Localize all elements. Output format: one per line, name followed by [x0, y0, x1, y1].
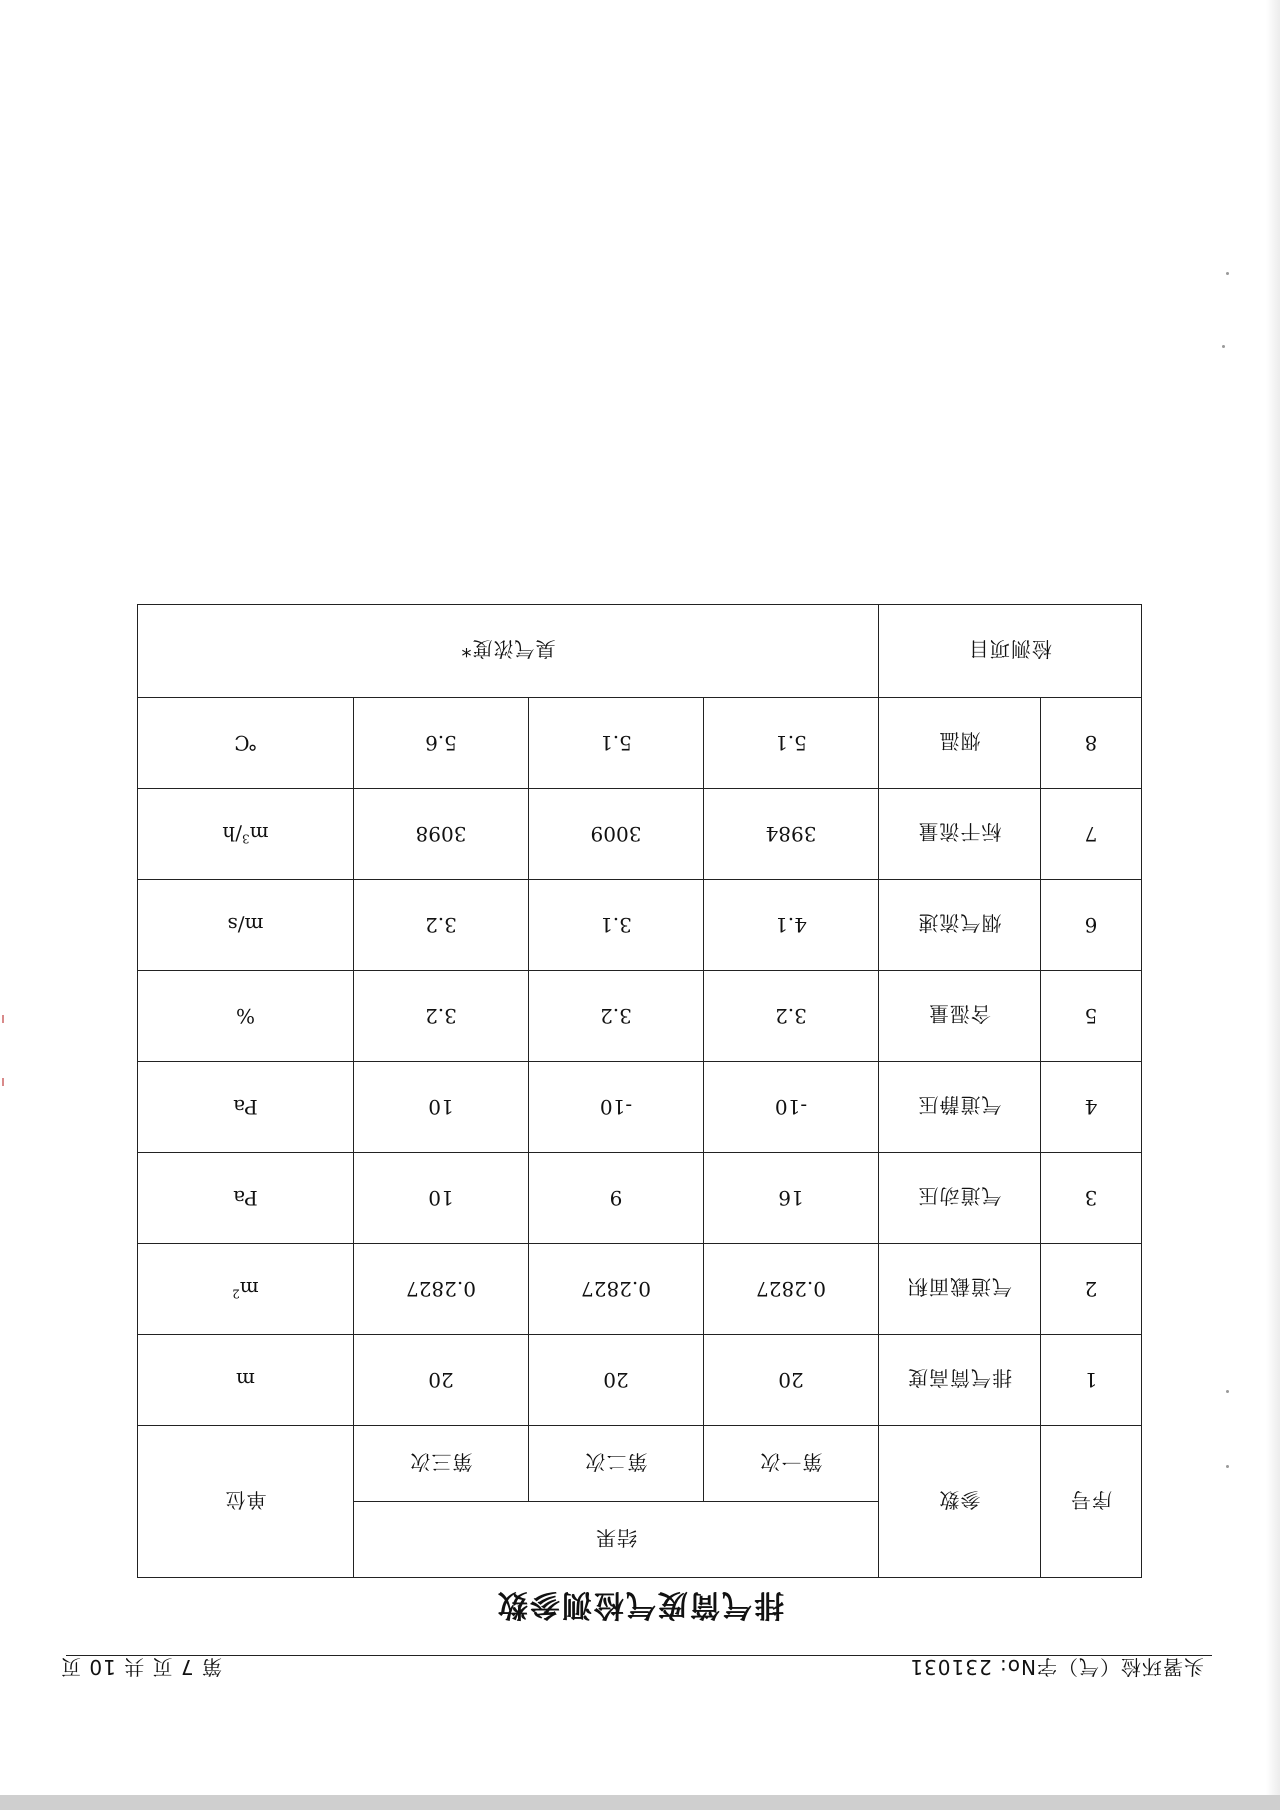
- row-number: 4: [1041, 1062, 1142, 1153]
- unit-superscript: 3: [242, 831, 250, 846]
- table-row: [137, 698, 1141, 789]
- table-footer-row: [137, 605, 1141, 698]
- row-result-3: 5.6: [353, 698, 528, 789]
- row-result-2: 9: [529, 1153, 704, 1244]
- row-param: 排气筒高度: [879, 1335, 1041, 1426]
- footer-label: 检测项目: [879, 605, 1142, 698]
- row-result-1: 16: [704, 1153, 879, 1244]
- row-result-3: 3.2: [353, 971, 528, 1062]
- row-result-1: 0.2827: [704, 1244, 879, 1335]
- row-param: 烟温: [879, 698, 1041, 789]
- row-number: 7: [1041, 789, 1142, 880]
- header-first: 第一次: [704, 1426, 879, 1502]
- row-unit: Pa: [137, 1153, 353, 1244]
- row-unit: m: [137, 1335, 353, 1426]
- row-param: 烟气流速: [879, 880, 1041, 971]
- row-number: 3: [1041, 1153, 1142, 1244]
- table-row: [137, 1335, 1141, 1426]
- row-result-2: -10: [529, 1062, 704, 1153]
- row-param: 气道截面积: [879, 1244, 1041, 1335]
- row-result-3: 3098: [353, 789, 528, 880]
- row-result-1: -10: [704, 1062, 879, 1153]
- table-row: [137, 971, 1141, 1062]
- header-third: 第三次: [353, 1426, 528, 1502]
- row-param: 气道动压: [879, 1153, 1041, 1244]
- row-result-2: 20: [529, 1335, 704, 1426]
- row-unit: %: [137, 971, 353, 1062]
- row-number: 1: [1041, 1335, 1142, 1426]
- row-result-3: 3.2: [353, 880, 528, 971]
- row-result-2: 3.2: [529, 971, 704, 1062]
- row-unit: Pa: [137, 1062, 353, 1153]
- table-row: [137, 880, 1141, 971]
- table-header-row: [137, 1502, 1141, 1578]
- row-result-3: 10: [353, 1153, 528, 1244]
- row-number: 6: [1041, 880, 1142, 971]
- unit-superscript: 2: [232, 1286, 240, 1301]
- footer-value: 臭气浓度*: [137, 605, 878, 698]
- row-unit: m/s: [137, 880, 353, 971]
- table-row: [137, 1062, 1141, 1153]
- header-seq: 序号: [1041, 1426, 1142, 1578]
- header-second: 第二次: [529, 1426, 704, 1502]
- row-result-3: 0.2827: [353, 1244, 528, 1335]
- row-param: 含湿量: [879, 971, 1041, 1062]
- table-row: [137, 1153, 1141, 1244]
- row-unit: [137, 789, 353, 880]
- document-title: 排气筒废气检测参数: [496, 1587, 784, 1622]
- header-rule: [66, 1655, 1212, 1656]
- row-result-2: 5.1: [529, 698, 704, 789]
- table-row: [137, 1244, 1141, 1335]
- unit-base: m: [249, 822, 269, 846]
- header-param: 参数: [879, 1426, 1041, 1578]
- unit-base: m: [239, 1277, 259, 1301]
- row-unit: [137, 1244, 353, 1335]
- row-result-2: 3009: [529, 789, 704, 880]
- row-result-1: 3984: [704, 789, 879, 880]
- row-result-3: 10: [353, 1062, 528, 1153]
- parameters-table: [137, 604, 1142, 1578]
- table-row: [137, 789, 1141, 880]
- row-result-1: 3.2: [704, 971, 879, 1062]
- row-param: 气道静压: [879, 1062, 1041, 1153]
- row-result-2: 0.2827: [529, 1244, 704, 1335]
- row-number: 8: [1041, 698, 1142, 789]
- row-result-1: 20: [704, 1335, 879, 1426]
- row-unit: ℃: [137, 698, 353, 789]
- report-number: 头署环检（气）字No: 231031: [909, 1655, 1204, 1679]
- header-result: 结果: [353, 1502, 878, 1578]
- row-number: 5: [1041, 971, 1142, 1062]
- row-result-1: 4.1: [704, 880, 879, 971]
- header-unit: 单位: [137, 1426, 353, 1578]
- row-result-3: 20: [353, 1335, 528, 1426]
- row-param: 标干流量: [879, 789, 1041, 880]
- row-result-2: 3.1: [529, 880, 704, 971]
- unit-tail: /h: [222, 822, 242, 846]
- row-number: 2: [1041, 1244, 1142, 1335]
- row-result-1: 5.1: [704, 698, 879, 789]
- page-info: 第 7 页 共 10 页: [60, 1655, 222, 1679]
